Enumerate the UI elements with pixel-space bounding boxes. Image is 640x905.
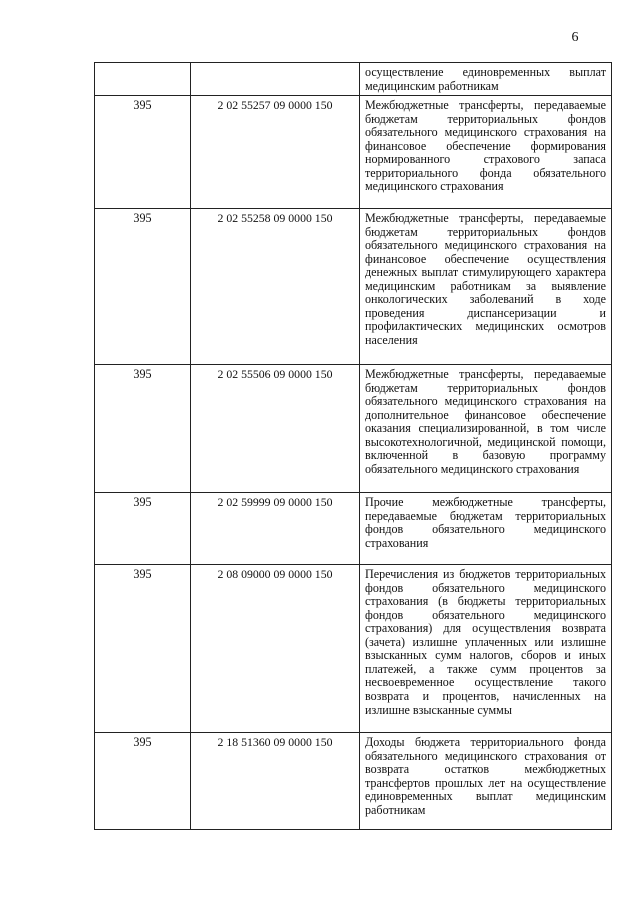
table-row [95, 733, 612, 830]
revenue-classification-table [94, 62, 612, 830]
page-number: 6 [571, 30, 579, 45]
budget-code-cell: 2 02 59999 09 0000 150 [191, 493, 360, 565]
admin-code-cell: 395 [95, 733, 191, 830]
admin-code-cell: 395 [95, 365, 191, 493]
description-cell: Перечисления из бюджетов территориальных фондов обязательного медицинского страхования (в бюджеты территориальных фондов обязательного медицинского страхования) для осуществления возврата (зачета) излишне уплаченных или излишне взысканных сумм налогов, сборов и иных платежей, а также сумм процентов за несвоевременное осуществление такого возврата и процентов, начисленных на излишне взысканные суммы [360, 565, 612, 733]
budget-code-cell: 2 02 55257 09 0000 150 [191, 96, 360, 209]
table-row [95, 96, 612, 209]
description-cell: Прочие межбюджетные трансферты, передаваемые бюджетам территориальных фондов обязательного медицинского страхования [360, 493, 612, 565]
table-row [95, 209, 612, 365]
table-row [95, 365, 612, 493]
budget-code-cell: 2 02 55506 09 0000 150 [191, 365, 360, 493]
description-cell: Межбюджетные трансферты, передаваемые бюджетам территориальных фондов обязательного медицинского страхования на дополнительное финансовое обеспечение оказания специализированной, в том числе высокотехнологичной, медицинской помощи, включенной в базовую программу обязательного медицинского страхования [360, 365, 612, 493]
description-cell: осуществление единовременных выплат медицинским работникам [360, 63, 612, 96]
description-cell: Межбюджетные трансферты, передаваемые бюджетам территориальных фондов обязательного медицинского страхования на финансовое обеспечение осуществления денежных выплат стимулирующего характера медицинским работникам за выявление онкологических заболеваний в ходе проведения диспансеризации и профилактических медицинских осмотров населения [360, 209, 612, 365]
table-row [95, 493, 612, 565]
budget-code-cell: 2 02 55258 09 0000 150 [191, 209, 360, 365]
admin-code-cell: 395 [95, 96, 191, 209]
admin-code-cell [95, 63, 191, 96]
table-row [95, 63, 612, 96]
admin-code-cell: 395 [95, 209, 191, 365]
admin-code-cell: 395 [95, 493, 191, 565]
budget-code-cell [191, 63, 360, 96]
admin-code-cell: 395 [95, 565, 191, 733]
budget-code-cell: 2 08 09000 09 0000 150 [191, 565, 360, 733]
budget-code-cell: 2 18 51360 09 0000 150 [191, 733, 360, 830]
description-cell: Доходы бюджета территориального фонда обязательного медицинского страхования от возврата остатков межбюджетных трансфертов прошлых лет на осуществление единовременных выплат медицинским работникам [360, 733, 612, 830]
description-cell: Межбюджетные трансферты, передаваемые бюджетам территориальных фондов обязательного медицинского страхования на финансовое обеспечение формирования нормированного страхового запаса территориального фонда обязательного медицинского страхования [360, 96, 612, 209]
table-row [95, 565, 612, 733]
